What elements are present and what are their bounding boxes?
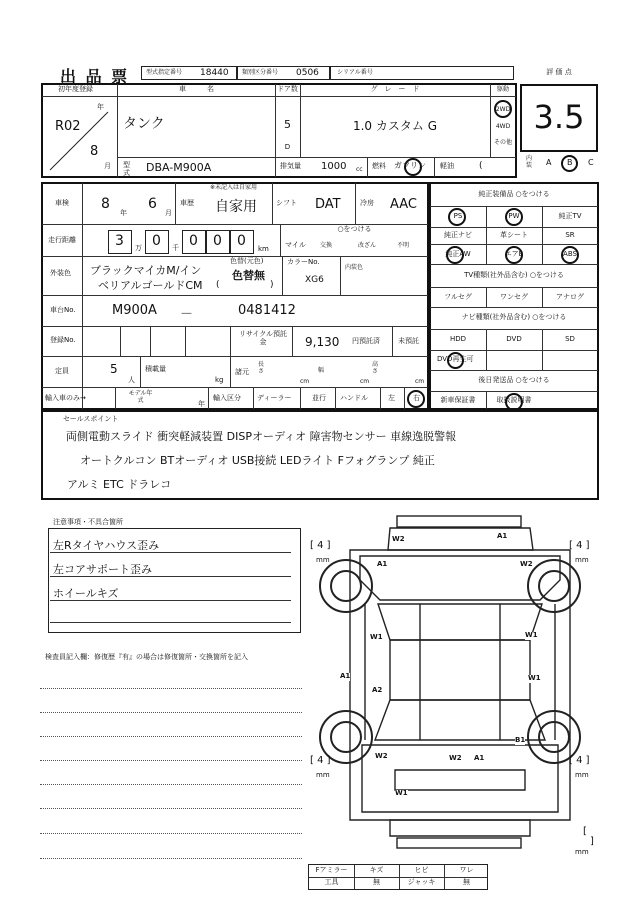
import-label: 輸入車のみ→	[45, 394, 86, 402]
displacement-unit: cc	[356, 166, 363, 173]
selling-line-1: 両側電動スライド 衝突軽減装置 DISPオーディオ 障害物センサー 車線逸脱警報	[66, 430, 457, 443]
damage-mark: W1	[395, 789, 408, 797]
tread-fl-lb: [	[310, 540, 314, 551]
width-unit: cm	[360, 378, 370, 385]
history-value: 自家用	[215, 199, 257, 215]
frame-no-2: 0481412	[238, 303, 296, 318]
damage-mark: W1	[370, 633, 383, 641]
diesel-label: 軽油	[440, 162, 454, 170]
selling-points-label: セールスポイント	[63, 415, 119, 423]
mileage-digit-2-value: 0	[152, 233, 161, 249]
recycle-value: 9,130	[305, 335, 340, 349]
exterior-color-label: 外装色	[50, 269, 71, 277]
tread-fr-lb: [	[569, 540, 573, 551]
mileage-digit-3-value: 0	[189, 233, 198, 249]
damage-mark: A1	[340, 672, 351, 680]
legend-h-0: Fアミラー	[315, 866, 348, 874]
grade-value: 1.0 カスタム G	[352, 119, 437, 133]
height-label: 高さ	[372, 361, 379, 375]
damage-mark: W1	[528, 674, 541, 682]
score-label: 評 価 点	[546, 68, 572, 76]
mileage-mile: マイル	[285, 241, 306, 249]
category-value: 0506	[296, 68, 319, 78]
legend-v-3: 無	[463, 878, 470, 886]
inspection-year: 8	[101, 196, 110, 212]
note-2: 左コアサポート歪み	[53, 563, 152, 576]
mileage-digit-4-value: 0	[213, 233, 222, 249]
model-year-unit: 年	[198, 400, 205, 408]
grade-label: グ レ ー ド	[370, 85, 420, 93]
mileage-unknown: 不明	[397, 242, 410, 249]
later-warranty: 新車保証書	[440, 396, 476, 404]
height-unit: cm	[415, 378, 425, 385]
damage-mark: A1	[377, 560, 388, 568]
bracket-extra-r: ]	[590, 836, 594, 847]
car-name: タンク	[123, 116, 165, 132]
selling-line-2: オートクルコン BTオーディオ USB接続 LEDライト Fフォグランプ 純正	[80, 454, 435, 467]
equip-airbag: エアB	[504, 250, 524, 258]
damage-mark: A1	[497, 532, 508, 540]
tread-fr-unit: mm	[575, 556, 589, 564]
drive-2wd: 2WD	[495, 106, 511, 113]
inspection-label: 車検	[55, 199, 69, 207]
damage-mark: B1	[515, 736, 526, 744]
length-unit: cm	[300, 378, 310, 385]
capacity-unit: 人	[128, 376, 135, 384]
tread-rl-value: 4	[317, 755, 324, 766]
interior-c: C	[588, 158, 594, 167]
dims-label: 諸元	[235, 368, 249, 376]
bracket-extra-l: [	[583, 826, 587, 837]
interior-label: 内装	[526, 155, 533, 169]
tread-fl-unit: mm	[316, 556, 330, 564]
tread-rl-unit: mm	[316, 771, 330, 779]
import-cat-label: 輸入区分	[213, 394, 241, 402]
inspection-month-unit: 月	[165, 209, 172, 217]
mileage-sen: 千	[172, 244, 179, 252]
ac-label: 冷房	[360, 199, 374, 207]
capacity-value: 5	[110, 362, 118, 376]
recycle-paid: 円預託済	[352, 337, 380, 345]
color-change-label: 色替(元色)	[230, 257, 264, 265]
genuine-equip-label: 純正装備品 ○をつける	[478, 190, 550, 198]
category-label: 類別区分番号	[242, 69, 279, 76]
navi-type-label: ナビ種類(社外品含む) ○をつける	[461, 313, 567, 321]
color-no-value: XG6	[305, 275, 324, 285]
mileage-man: 万	[135, 244, 142, 252]
inspection-month: 6	[148, 196, 157, 212]
legend-v-0: 工具	[324, 878, 339, 886]
interior-b: B	[567, 158, 573, 167]
displacement-value: 1000	[321, 161, 347, 172]
note-1: 左Rタイヤハウス歪み	[53, 539, 160, 552]
mileage-digit-5-value: 0	[237, 233, 246, 249]
first-reg-era: R02	[55, 119, 81, 134]
history-note: ※未記入は自家用	[210, 184, 258, 191]
tread-rr-unit: mm	[575, 771, 589, 779]
notes-label: 注意事項・不具合箇所	[53, 518, 123, 526]
load-label: 積載量	[145, 365, 166, 373]
equip-sr: SR	[565, 231, 575, 239]
handle-left: 左	[388, 394, 395, 402]
tread-fr-value: 4	[576, 540, 583, 551]
tv-type-label: TV種類(社外品含む) ○をつける	[464, 271, 564, 279]
navi-dvd-play: DVD再生可	[437, 355, 474, 363]
bracket-extra-unit: mm	[575, 848, 589, 856]
length-label: 長さ	[258, 361, 265, 375]
width-label: 幅	[318, 367, 325, 374]
doors-value: 5	[284, 118, 291, 131]
navi-hdd: HDD	[449, 335, 467, 343]
recycle-label: リサイクル預託金	[238, 330, 288, 346]
legend-h-2: ヒビ	[414, 866, 429, 874]
mileage-label: 走行距離	[48, 236, 76, 244]
shift-label: シフト	[276, 199, 297, 207]
doors-unit: D	[284, 143, 291, 151]
drive-other: その他	[493, 139, 512, 146]
inspection-year-unit: 年	[120, 209, 127, 217]
frame-no-label: 車台No.	[50, 306, 76, 314]
dealer-label: ディーラー	[257, 394, 292, 402]
legend-h-3: ワレ	[459, 866, 474, 874]
equip-tv: 純正TV	[558, 212, 582, 220]
equip-navi: 純正ナビ	[444, 231, 472, 239]
drive-4wd: 4WD	[495, 123, 511, 130]
diesel-paren: (	[479, 161, 483, 171]
later-ship-label: 後日発送品 ○をつける	[478, 376, 550, 384]
score-value: 3.5	[533, 98, 585, 136]
parallel-label: 並行	[312, 394, 326, 402]
color-change-value: 色替無	[232, 269, 265, 282]
equip-pw: PW	[508, 212, 520, 220]
tread-rr	[569, 755, 590, 766]
damage-mark: W2	[520, 560, 533, 568]
legend-v-2: ジャッキ	[407, 878, 436, 886]
mileage-digit-1-value: 3	[115, 233, 124, 249]
note-3: ホイールキズ	[53, 587, 119, 600]
tv-fullseg: フルセグ	[444, 293, 472, 301]
capacity-label: 定員	[55, 367, 69, 375]
frame-no-dash: －	[180, 307, 194, 322]
displacement-label: 排気量	[280, 162, 301, 170]
tv-analog: アナログ	[556, 293, 584, 301]
color-paren-r: )	[270, 280, 274, 290]
drive-label: 駆動	[496, 86, 509, 93]
serial-label: シリアル番号	[337, 69, 373, 76]
first-reg-month-label: 月	[104, 162, 111, 170]
frame-no-1: M900A	[112, 303, 157, 318]
legend-h-1: キズ	[369, 866, 384, 874]
damage-mark: W2	[449, 754, 462, 762]
damage-mark: W2	[392, 535, 405, 543]
tread-fr-rb: ]	[585, 540, 590, 551]
car-name-label: 車 名	[179, 85, 214, 93]
interior-a: A	[546, 158, 552, 167]
color-no-label: カラーNo.	[287, 258, 320, 266]
equip-aw: 純正AW	[445, 250, 471, 258]
fuel-value: ガソリン	[394, 161, 426, 170]
tread-rl	[310, 755, 331, 766]
fuel-label: 燃料	[372, 162, 386, 170]
model-year-label: モデル年式	[128, 390, 153, 404]
tread-rr-rb: ]	[585, 755, 590, 766]
tread-fr	[569, 540, 590, 551]
car-no-label: 型式指定番号	[146, 69, 183, 76]
mileage-circle-note: ○をつける	[337, 225, 372, 233]
first-reg-month: 8	[90, 144, 99, 159]
model-label: 型式	[123, 161, 130, 177]
inspector-note: 検査員記入欄：修復歴『有』の場合は修復箇所・交換箇所を記入	[45, 653, 248, 661]
history-label: 車歴	[180, 199, 194, 207]
damage-mark: W2	[375, 752, 388, 760]
load-unit: kg	[215, 376, 224, 384]
handle-right: 右	[413, 394, 420, 402]
first-reg-year-label: 年	[97, 103, 104, 111]
interior-color-label: 内装色	[345, 264, 364, 271]
equip-abs: ABS	[563, 250, 577, 258]
recycle-unpaid: 未預託	[398, 337, 419, 345]
tread-fl	[310, 540, 331, 551]
tread-rr-lb: [	[569, 755, 573, 766]
doors-label: ドア数	[277, 85, 298, 93]
ac-value: AAC	[390, 197, 417, 212]
model-value: DBA-M900A	[146, 161, 212, 174]
legend-v-1: 無	[373, 878, 380, 886]
later-manual: 取扱説明書	[496, 396, 532, 404]
tread-rl-rb: ]	[326, 755, 331, 766]
exterior-color-1: ブラックマイカM/イン	[90, 264, 202, 277]
mileage-tamper: 改ざん	[358, 242, 377, 249]
exterior-color-2: ベリアルゴールドCM	[98, 279, 203, 292]
damage-mark: A2	[372, 686, 383, 694]
shift-value: DAT	[315, 197, 341, 212]
tv-oneseg: ワンセグ	[500, 293, 528, 301]
reg-no-label: 登録No.	[50, 336, 76, 344]
car-no-value: 18440	[200, 68, 229, 78]
mileage-km: km	[258, 245, 269, 253]
tread-rr-value: 4	[576, 755, 583, 766]
navi-sd: SD	[565, 335, 575, 343]
first-reg-label: 初年度登録	[58, 85, 93, 93]
selling-line-3: アルミ ETC ドラレコ	[67, 478, 172, 491]
sheet-title: 出 品 票	[60, 67, 130, 86]
handle-label: ハンドル	[340, 394, 368, 402]
mileage-exchange: 交換	[320, 242, 333, 249]
damage-mark: A1	[474, 754, 485, 762]
tread-fl-rb: ]	[326, 540, 331, 551]
navi-dvd: DVD	[506, 335, 522, 343]
color-paren-l: (	[216, 280, 220, 290]
damage-mark: W1	[525, 631, 538, 639]
legend-table	[308, 864, 488, 890]
tread-fl-value: 4	[317, 540, 324, 551]
equip-ps: PS	[453, 212, 463, 220]
tread-rl-lb: [	[310, 755, 314, 766]
equip-leather: 革シート	[500, 231, 528, 239]
